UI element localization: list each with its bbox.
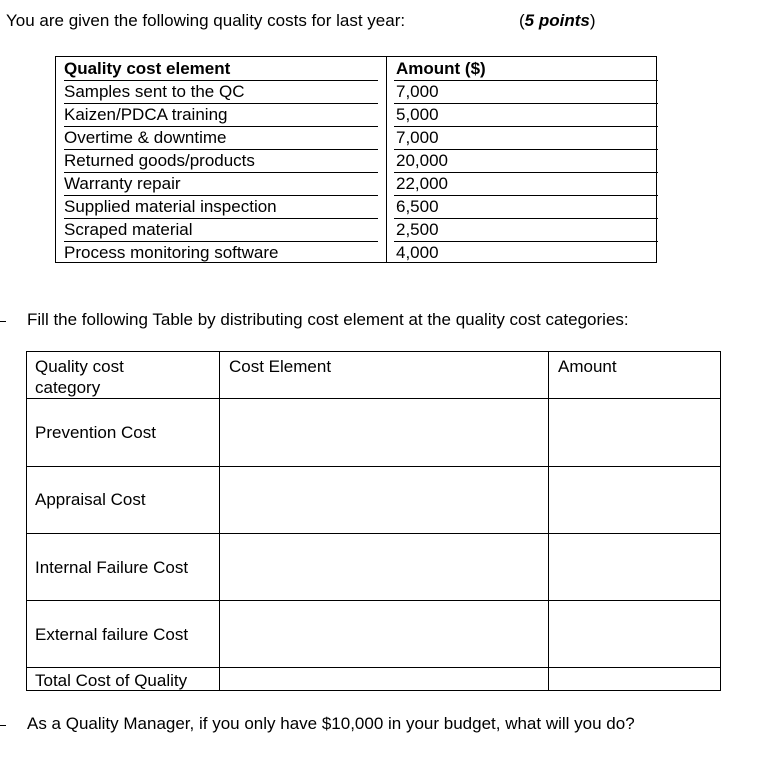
table-row — [56, 80, 656, 103]
cost-amount: 20,000 — [396, 151, 448, 170]
cost-element: Kaizen/PDCA training — [64, 105, 228, 124]
cost-amount: 6,500 — [396, 197, 439, 216]
table-row — [56, 149, 656, 172]
table-row — [56, 241, 656, 264]
cost-table-header — [56, 57, 656, 80]
cost-element: Returned goods/products — [64, 151, 255, 170]
amount-header: Amount — [558, 357, 617, 376]
intro-text: You are given the following quality costs for last year: — [6, 11, 406, 30]
category-internal-failure: Internal Failure Cost — [35, 558, 189, 577]
cost-amount: 4,000 — [396, 243, 439, 262]
budget-question: As a Quality Manager, if you only have $10,000 in your budget, what will you do? — [27, 714, 635, 733]
fill-instruction: Fill the following Table by distributing cost element at the quality cost categories: — [27, 310, 629, 329]
quality-cost-table — [55, 56, 657, 263]
cost-amount: 7,000 — [396, 128, 439, 147]
bullet-dash — [0, 725, 6, 726]
table-row — [56, 172, 656, 195]
cost-element: Scraped material — [64, 220, 193, 239]
cost-amount: 22,000 — [396, 174, 448, 193]
bullet-dash — [0, 321, 6, 322]
cost-element: Supplied material inspection — [64, 197, 277, 216]
cost-element: Overtime & downtime — [64, 128, 227, 147]
table-row — [56, 195, 656, 218]
table-row — [56, 126, 656, 149]
quality-category-table — [26, 351, 721, 691]
cost-amount: 2,500 — [396, 220, 439, 239]
points-value: 5 points — [524, 11, 590, 30]
category-appraisal: Appraisal Cost — [35, 490, 146, 509]
table-row — [56, 218, 656, 241]
category-header: Quality cost category — [35, 357, 124, 397]
element-header: Quality cost element — [64, 59, 231, 78]
cost-element: Process monitoring software — [64, 243, 279, 262]
category-prevention: Prevention Cost — [35, 423, 156, 442]
amount-header: Amount ($) — [396, 59, 486, 78]
cost-element: Warranty repair — [64, 174, 181, 193]
cost-element: Samples sent to the QC — [64, 82, 245, 101]
cost-amount: 7,000 — [396, 82, 439, 101]
cost-amount: 5,000 — [396, 105, 439, 124]
category-external-failure: External failure Cost — [35, 625, 189, 644]
cost-element-header: Cost Element — [229, 357, 332, 376]
total-cost-label: Total Cost of Quality — [35, 671, 188, 690]
table-row — [56, 103, 656, 126]
points-label: (5 points) — [519, 11, 596, 30]
